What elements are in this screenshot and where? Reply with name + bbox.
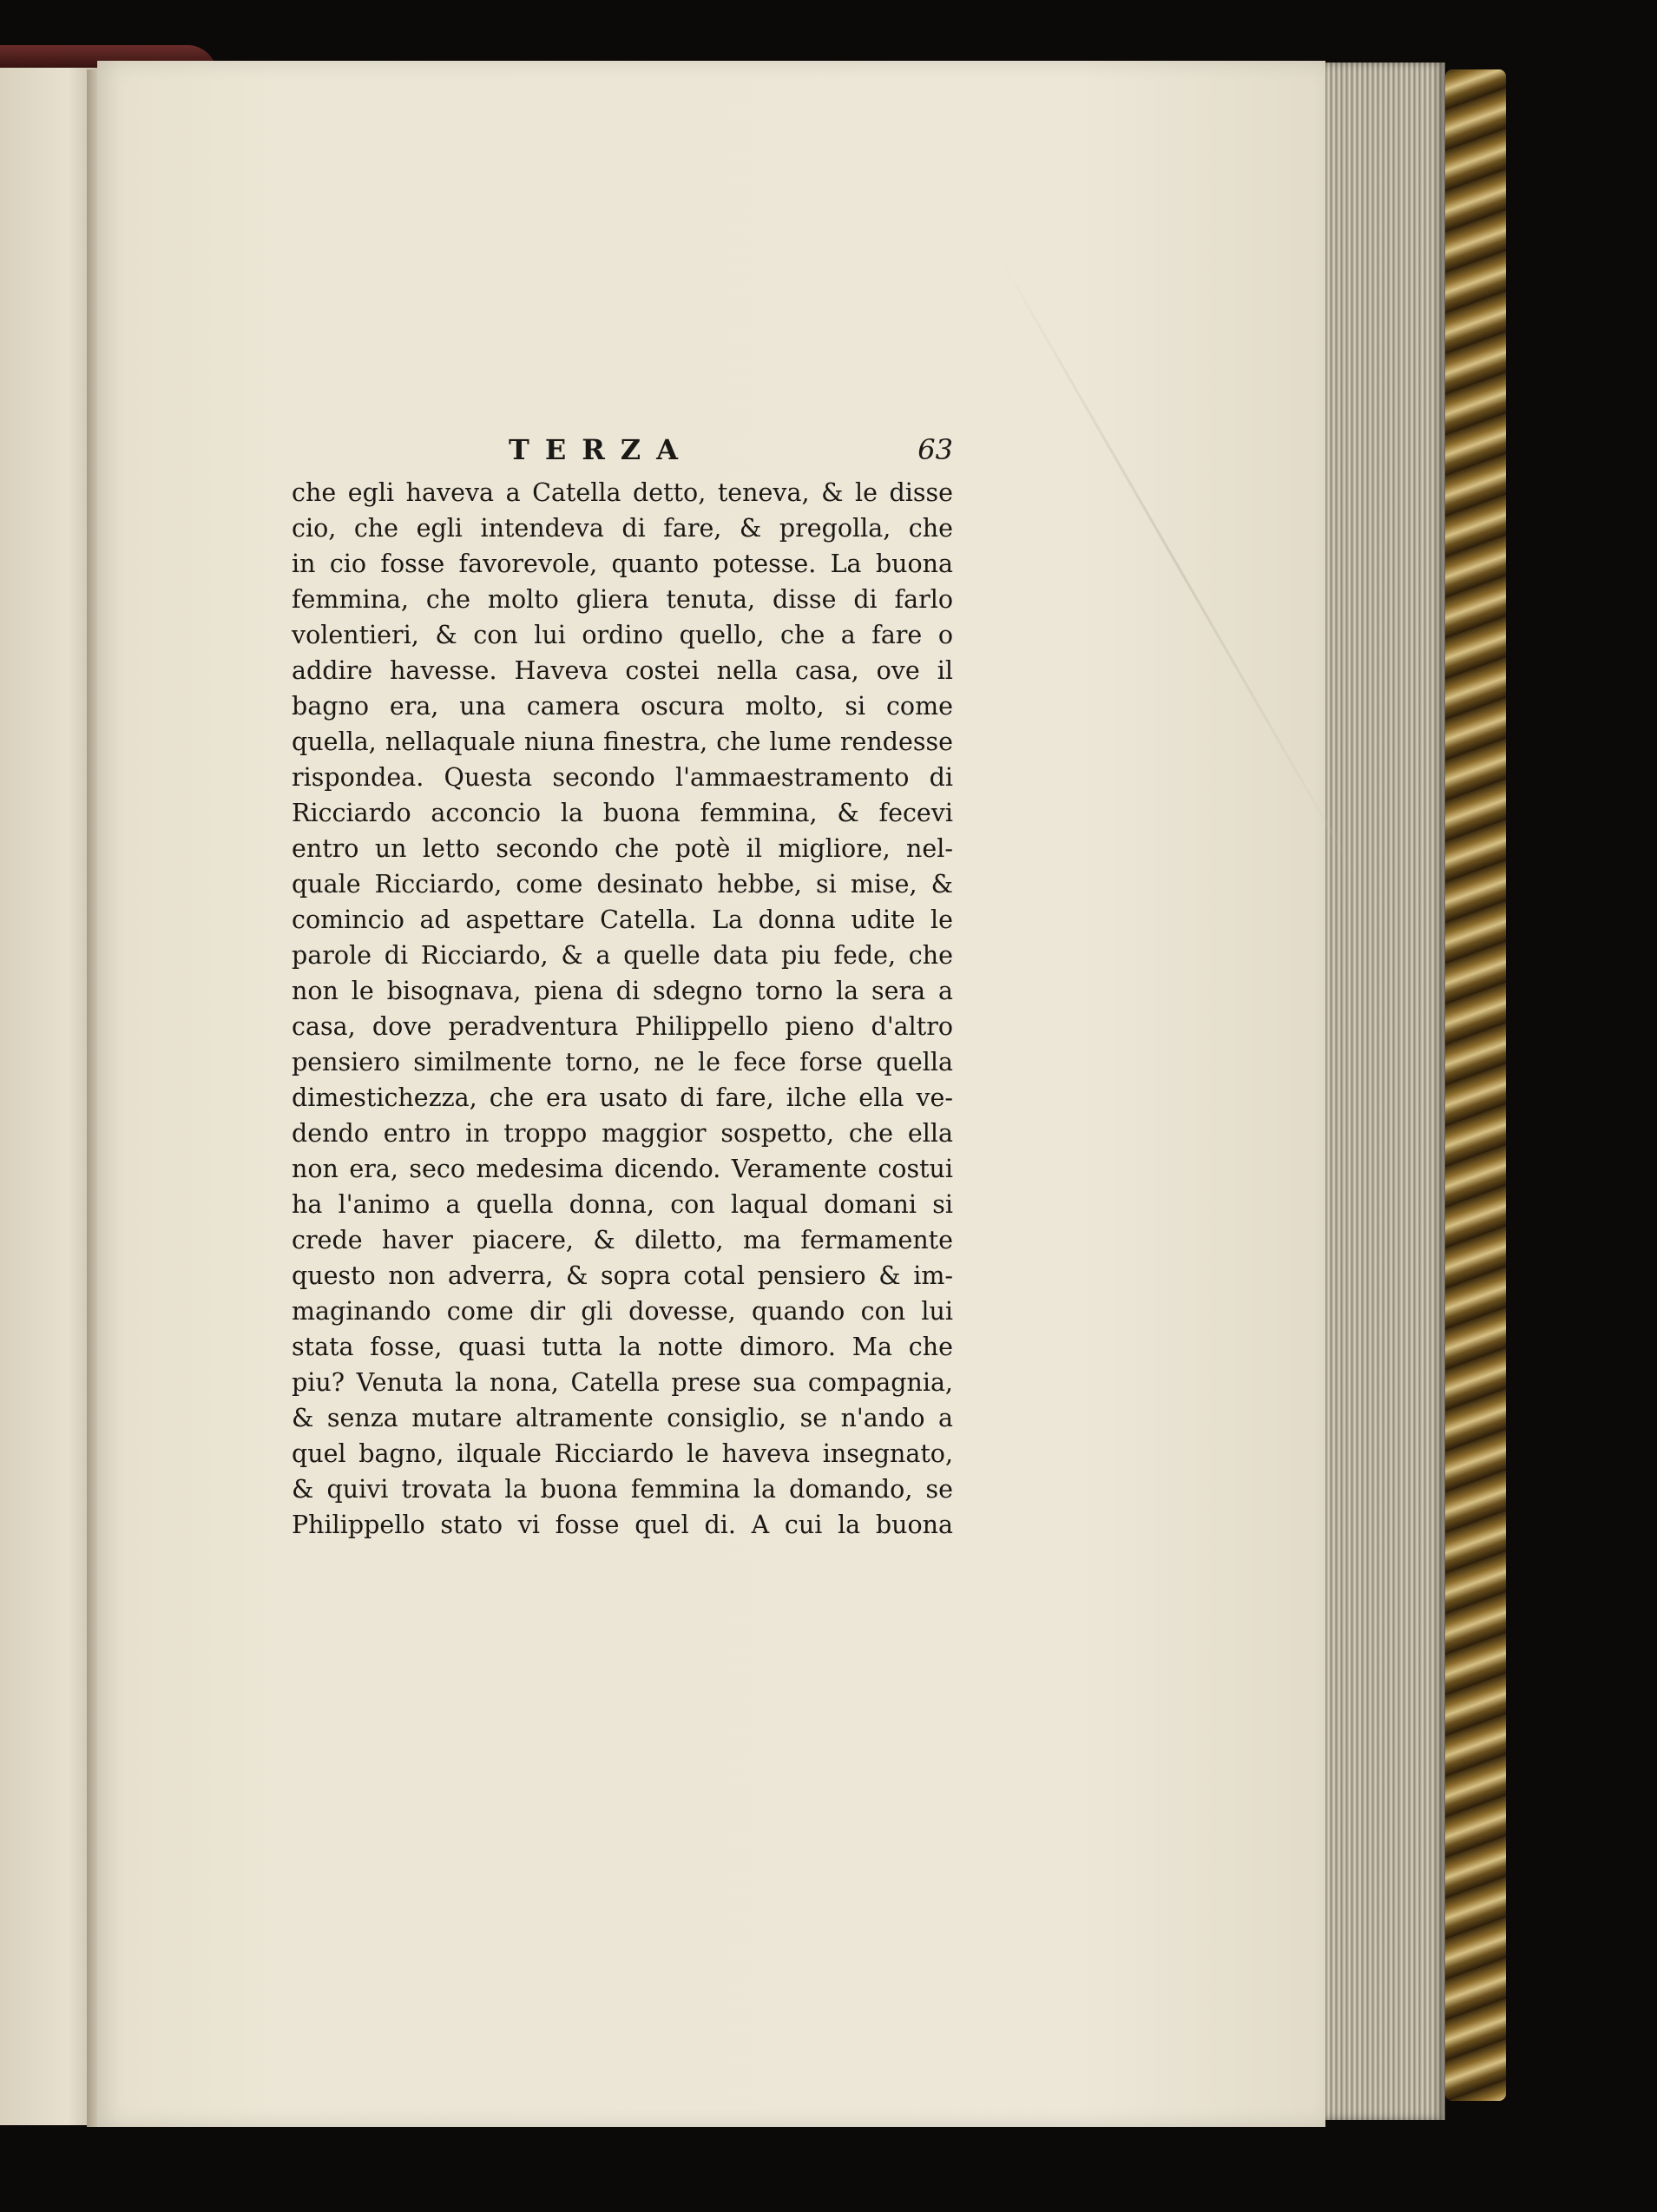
text-line: casa, dove peradventura Philippello pieno d'altro [292,1012,953,1041]
text-line: crede haver piacere, & diletto, ma fermamente [292,1226,953,1254]
paper-crease [1000,260,1358,878]
gilded-spine [1445,69,1506,2101]
text-line: volentieri, & con lui ordino quello, che a fare o [292,621,953,649]
text-line: quella, nellaquale niuna finestra, che lume rendesse [292,727,953,756]
text-line: comincio ad aspettare Catella. La donna udite le [292,905,953,934]
text-line: entro un letto secondo che potè il migliore, nel- [292,834,953,863]
text-line: non era, seco medesima dicendo. Veramente costui [292,1155,953,1183]
text-line: dimestichezza, che era usato di fare, ilche ella ve- [292,1083,953,1112]
text-line: bagno era, una camera oscura molto, si come [292,692,953,721]
running-head-title: TERZA [509,433,694,466]
text-line: che egli haveva a Catella detto, teneva, & le disse [292,478,953,507]
text-line: maginando come dir gli dovesse, quando con lui [292,1297,953,1326]
text-line: piu? Venuta la nona, Catella prese sua compagnia, [292,1368,953,1397]
running-head [292,431,953,475]
text-line: & senza mutare altramente consiglio, se n'ando a [292,1404,953,1432]
text-line: in cio fosse favorevole, quanto potesse. La buona [292,550,953,578]
text-line: quale Ricciardo, come desinato hebbe, si mise, & [292,870,953,899]
page-number: 63 [917,433,953,466]
text-line: stata fosse, quasi tutta la notte dimoro. Ma che [292,1333,953,1361]
text-line: Philippello stato vi fosse quel di. A cui la buona [292,1511,953,1539]
text-line: pensiero similmente torno, ne le fece forse quella [292,1048,953,1076]
text-line: addire havesse. Haveva costei nella casa, ove il [292,656,953,685]
text-line: Ricciardo acconcio la buona femmina, & fecevi [292,799,953,827]
text-line: rispondea. Questa secondo l'ammaestramento di [292,763,953,792]
text-block [292,431,953,1543]
text-line: non le bisognava, piena di sdegno torno la sera a [292,977,953,1005]
text-line: dendo entro in troppo maggior sospetto, che ella [292,1119,953,1148]
text-line: ha l'animo a quella donna, con laqual domani si [292,1190,953,1219]
text-line: parole di Ricciardo, & a quelle data piu fede, che [292,941,953,970]
page-block-edges [1315,63,1445,2120]
text-line: cio, che egli intendeva di fare, & pregolla, che [292,514,953,543]
text-line: questo non adverra, & sopra cotal pensiero & im- [292,1261,953,1290]
text-line: quel bagno, ilquale Ricciardo le haveva insegnato, [292,1439,953,1468]
text-line: & quivi trovata la buona femmina la domando, se [292,1475,953,1504]
text-line: femmina, che molto gliera tenuta, disse di farlo [292,585,953,614]
facing-page-edge [0,68,97,2125]
